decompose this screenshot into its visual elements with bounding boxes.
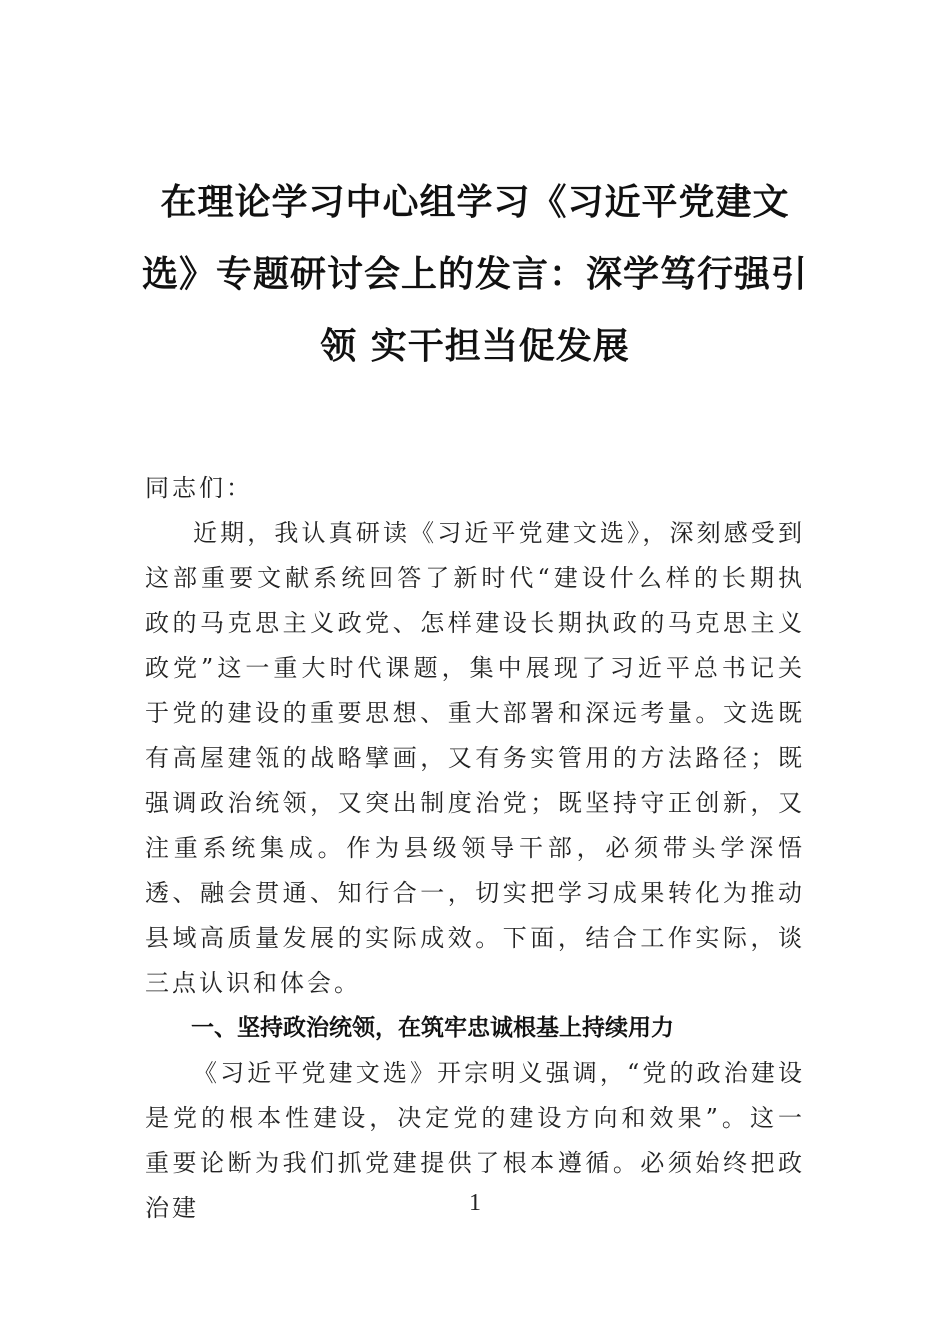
salutation: 同志们：: [145, 474, 253, 502]
section-heading-1: 一、坚持政治统领，在筑牢忠诚根基上持续用力: [191, 1015, 674, 1041]
page-number: 1: [469, 1190, 481, 1216]
intro-paragraph: 近期，我认真研读《习近平党建文选》，深刻感受到这部重要文献系统回答了新时代“建设什么样的长期执政的马克思主义政党、怎样建设长期执政的马克思主义政党”这一重大时代课题，集中展现了习近平总书记关于党的建设的重要思想、重大部署和深远考量。文选既有高屋建瓴的战略擘画，又有务实管用的方法路径；既强调政治统领，又突出制度治党；既坚持守正创新，又注重系统集成。作为县级领导干部，必须带头学深悟透、融会贯通、知行合一，切实把学习成果转化为推动县域高质量发展的实际成效。下面，结合工作实际，谈三点认识和体会。: [145, 519, 805, 997]
section-1-paragraph: 《习近平党建文选》开宗明义强调，“党的政治建设是党的根本性建设，决定党的建设方向和效果”。这一重要论断为我们抓党建提供了根本遵循。必须始终把政治建: [145, 1059, 805, 1222]
document-body: [145, 466, 805, 1231]
document-title: 在理论学习中心组学习《习近平党建文选》专题研讨会上的发言：深学笃行强引领 实干担当促发展: [141, 181, 808, 367]
